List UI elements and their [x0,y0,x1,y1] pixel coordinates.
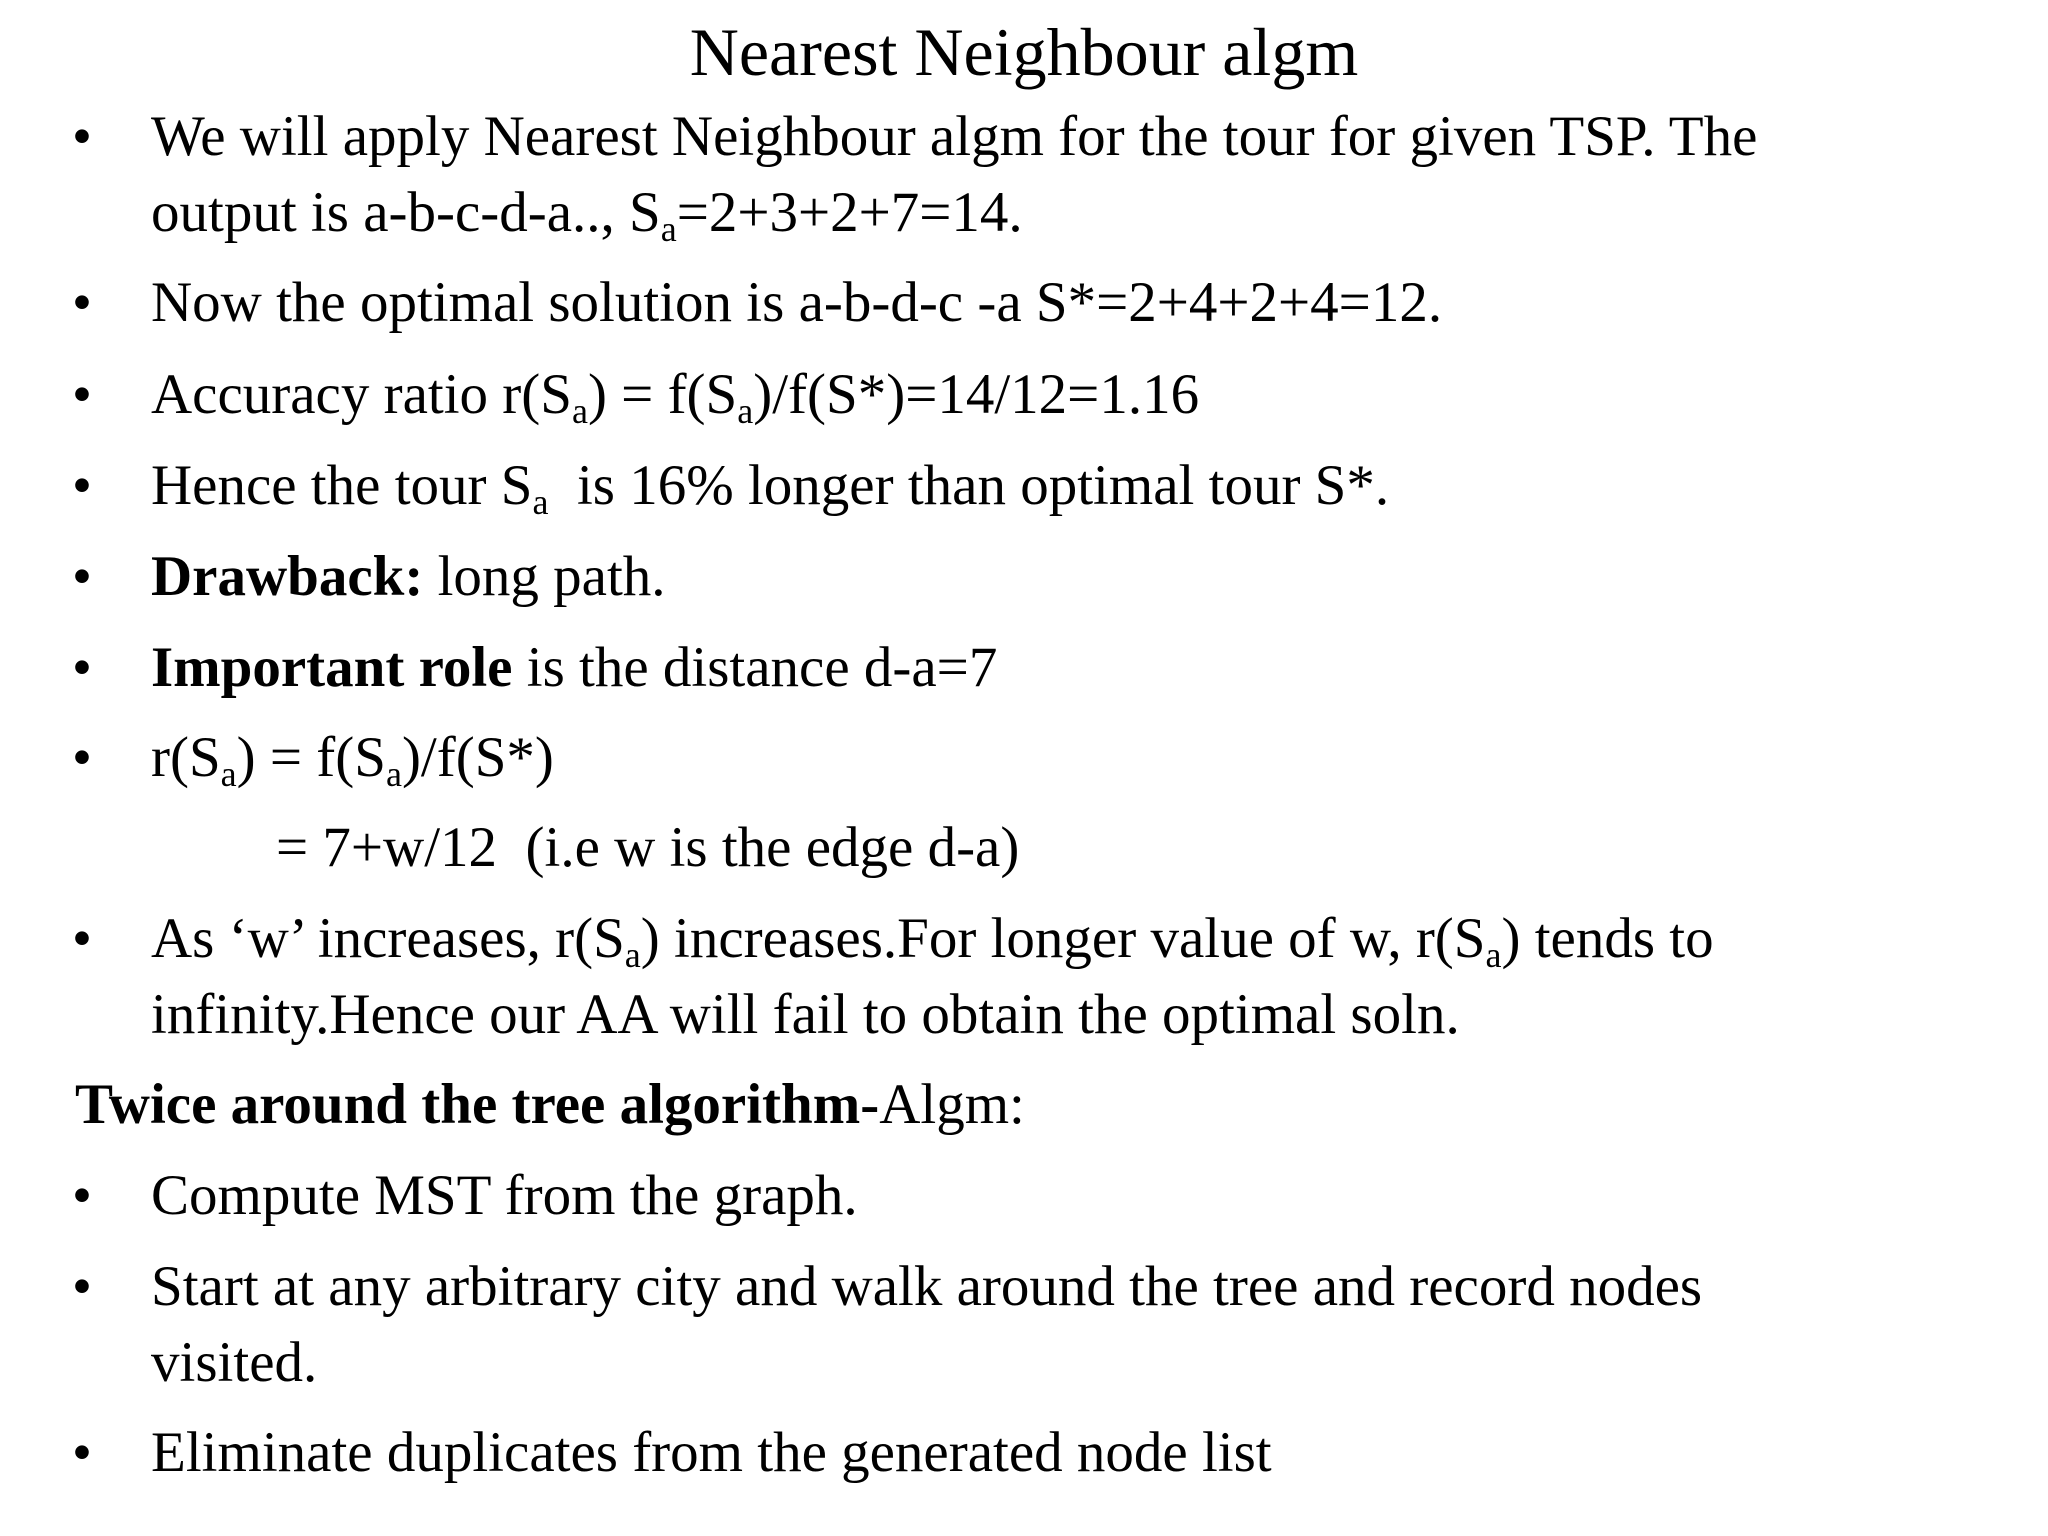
subscript: a [737,391,754,431]
bullet-6-rest: is the distance d-a=7 [512,636,998,699]
bullet-marker: • [72,636,92,699]
bullet-7-text [151,725,554,794]
bullet-marker: • [72,1164,92,1227]
section-heading-rest: Algm: [879,1073,1025,1136]
bullet-marker: • [72,1421,92,1484]
subscript: a [385,754,402,794]
bullet-1-text-b: =2+3+2+7=14. [676,181,1023,244]
bullet-8-line-2: infinity.Hence our AA will fail to obtain the optimal soln. [151,983,1460,1046]
bullet-3-text-b: ) = f(S [587,363,738,426]
slide-title: Nearest Neighbour algm [689,14,1359,90]
bullet-5-text [151,544,666,610]
bullet-marker: • [72,726,92,789]
section-bullet-2-line-1: Start at any arbitrary city and walk around the tree and record nodes [151,1255,1703,1318]
bullet-1-line-1: We will apply Nearest Neighbour algm for the tour for given TSP. The [151,105,1758,168]
bullet-1-line-2 [151,180,1023,249]
subscript: a [1485,935,1502,975]
bullet-8-text-a: As ‘w’ increases, r(S [151,907,625,970]
bullet-5-bold: Drawback: [151,545,424,608]
bullet-4-text-a: Hence the tour S [151,454,533,517]
bullet-marker: • [72,363,92,426]
bullet-1-text-a: output is a-b-c-d-a.., S [151,181,661,244]
bullet-7-continuation: = 7+w/12 (i.e w is the edge d-a) [276,816,1020,879]
bullet-6-bold: Important role [151,636,513,699]
bullet-3-text-c: )/f(S*)=14/12=1.16 [753,363,1200,426]
subscript: a [660,209,677,249]
bullet-7-text-b: ) = f(S [236,726,386,789]
bullet-marker: • [72,105,92,168]
bullet-3-text-a: Accuracy ratio r(S [151,363,572,426]
subscript: a [532,482,549,522]
bullet-6-text [151,635,997,701]
bullet-8-line-1 [151,906,1714,975]
bullet-7-text-c: )/f(S*) [401,726,554,789]
subscript: a [624,935,641,975]
bullet-4-text-b: is 16% longer than optimal tour S*. [548,454,1390,517]
section-bullet-2-line-2: visited. [151,1331,318,1394]
bullet-3-text [151,362,1200,431]
bullet-marker: • [72,1255,92,1318]
bullet-5-rest: long path. [423,545,666,608]
section-heading-bold: Twice around the tree algorithm- [75,1073,880,1136]
section-bullet-3-text: Eliminate duplicates from the generated node list [151,1421,1272,1484]
bullet-7-text-a: r(S [151,726,221,789]
bullet-marker: • [72,271,92,334]
subscript: a [220,754,237,794]
bullet-8-text-c: ) tends to [1501,907,1714,970]
bullet-marker: • [72,545,92,608]
bullet-marker: • [72,454,92,517]
bullet-marker: • [72,907,92,970]
section-bullet-1-text: Compute MST from the graph. [151,1164,858,1227]
subscript: a [571,391,588,431]
bullet-2-text: Now the optimal solution is a-b-d-c -a S*=2+4+2+4=12. [151,271,1443,334]
bullet-8-text-b: ) increases.For longer value of w, r(S [640,907,1486,970]
bullet-4-text [151,453,1390,522]
section-heading [75,1072,1025,1138]
